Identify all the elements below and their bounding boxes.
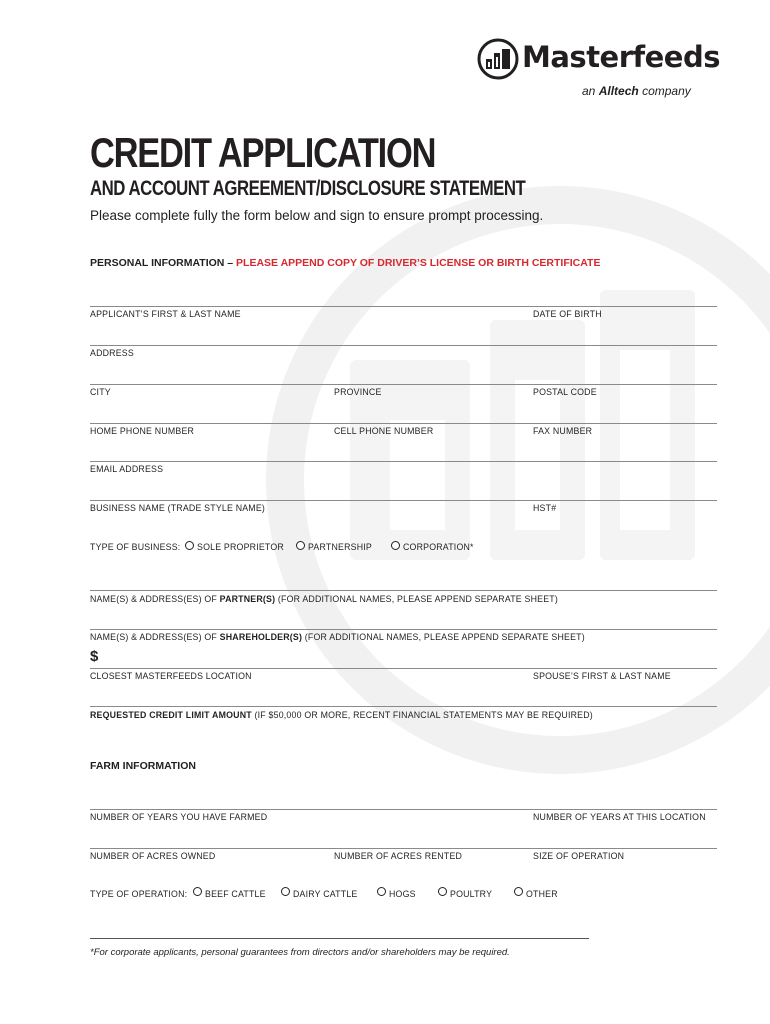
dairy-cattle-radio[interactable] [281,887,290,896]
dollar-sign: $ [90,648,99,665]
closest-location-label: CLOSEST MASTERFEEDS LOCATION [90,671,252,681]
acres-rented-label: NUMBER OF ACRES RENTED [334,851,463,861]
sole-proprietor-label: SOLE PROPRIETOR [197,542,284,552]
postal-label: POSTAL CODE [533,387,597,397]
business-type-label: TYPE OF BUSINESS: [90,542,181,552]
masterfeeds-logo-icon [477,38,519,80]
partners-prefix: NAME(S) & ADDRESS(ES) OF [90,594,217,604]
personal-heading-note: PLEASE APPEND COPY OF DRIVER’S LICENSE OR BIRTH CERTIFICATE [236,257,601,269]
applicant-name-field[interactable] [90,306,717,307]
dob-label: DATE OF BIRTH [533,309,602,319]
credit-limit-suffix: (IF $50,000 OR MORE, RECENT FINANCIAL STATEMENTS MAY BE REQUIRED) [254,710,593,720]
page-subtitle: AND ACCOUNT AGREEMENT/DISCLOSURE STATEMENT [90,177,526,200]
intro-text: Please complete fully the form below and sign to ensure prompt processing. [90,208,544,223]
address-label: ADDRESS [90,348,134,358]
tag-suffix: company [642,84,691,98]
dairy-cattle-label: DAIRY CATTLE [293,889,358,899]
hst-label: HST# [533,503,557,513]
other-label: OTHER [526,889,558,899]
footnote: *For corporate applicants, personal guarantees from directors and/or shareholders may be required. [90,947,510,958]
credit-limit-bold: REQUESTED CREDIT LIMIT AMOUNT [90,710,252,720]
business-name-field[interactable] [90,500,717,501]
cell-phone-label: CELL PHONE NUMBER [334,426,434,436]
beef-cattle-label: BEEF CATTLE [205,889,266,899]
province-label: PROVINCE [334,387,382,397]
credit-limit-field[interactable] [90,706,717,707]
farm-info-heading: FARM INFORMATION [90,760,196,772]
other-radio[interactable] [514,887,523,896]
shareholders-label [90,632,585,642]
brand-tagline [582,84,691,98]
tag-prefix: an [582,84,596,98]
partners-suffix: (FOR ADDITIONAL NAMES, PLEASE APPEND SEPARATE SHEET) [277,594,558,604]
years-field[interactable] [90,809,717,810]
corporation-label: CORPORATION* [403,542,474,552]
acres-field[interactable] [90,848,717,849]
corporation-radio[interactable] [391,541,400,550]
partners-bold: PARTNER(S) [219,594,276,604]
credit-limit-label [90,710,593,720]
location-field[interactable] [90,668,717,669]
address-field[interactable] [90,345,717,346]
partners-label [90,594,558,604]
email-label: EMAIL ADDRESS [90,464,164,474]
hogs-radio[interactable] [377,887,386,896]
personal-heading-text: PERSONAL INFORMATION – [90,257,234,269]
brand-name: Masterfeeds [522,40,720,74]
size-label: SIZE OF OPERATION [533,851,625,861]
partnership-label: PARTNERSHIP [308,542,372,552]
poultry-label: POULTRY [450,889,493,899]
applicant-name-label: APPLICANT’S FIRST & LAST NAME [90,309,241,319]
home-phone-label: HOME PHONE NUMBER [90,426,195,436]
phone-field[interactable] [90,423,717,424]
shareholders-prefix: NAME(S) & ADDRESS(ES) OF [90,632,217,642]
poultry-radio[interactable] [438,887,447,896]
acres-owned-label: NUMBER OF ACRES OWNED [90,851,216,861]
shareholders-field[interactable] [90,629,717,630]
business-name-label: BUSINESS NAME (TRADE STYLE NAME) [90,503,266,513]
spouse-label: SPOUSE’S FIRST & LAST NAME [533,671,671,681]
years-location-label: NUMBER OF YEARS AT THIS LOCATION [533,812,706,822]
email-field[interactable] [90,461,717,462]
footnote-divider [90,938,589,939]
city-field[interactable] [90,384,717,385]
sole-proprietor-radio[interactable] [185,541,194,550]
hogs-label: HOGS [389,889,416,899]
tag-brand: Alltech [598,84,639,98]
page-title: CREDIT APPLICATION [90,129,436,176]
shareholders-bold: SHAREHOLDER(S) [219,632,303,642]
personal-info-heading [90,257,600,269]
partners-field[interactable] [90,590,717,591]
operation-type-label: TYPE OF OPERATION: [90,889,188,899]
years-farmed-label: NUMBER OF YEARS YOU HAVE FARMED [90,812,268,822]
shareholders-suffix: (FOR ADDITIONAL NAMES, PLEASE APPEND SEPARATE SHEET) [304,632,585,642]
partnership-radio[interactable] [296,541,305,550]
city-label: CITY [90,387,111,397]
beef-cattle-radio[interactable] [193,887,202,896]
fax-label: FAX NUMBER [533,426,593,436]
